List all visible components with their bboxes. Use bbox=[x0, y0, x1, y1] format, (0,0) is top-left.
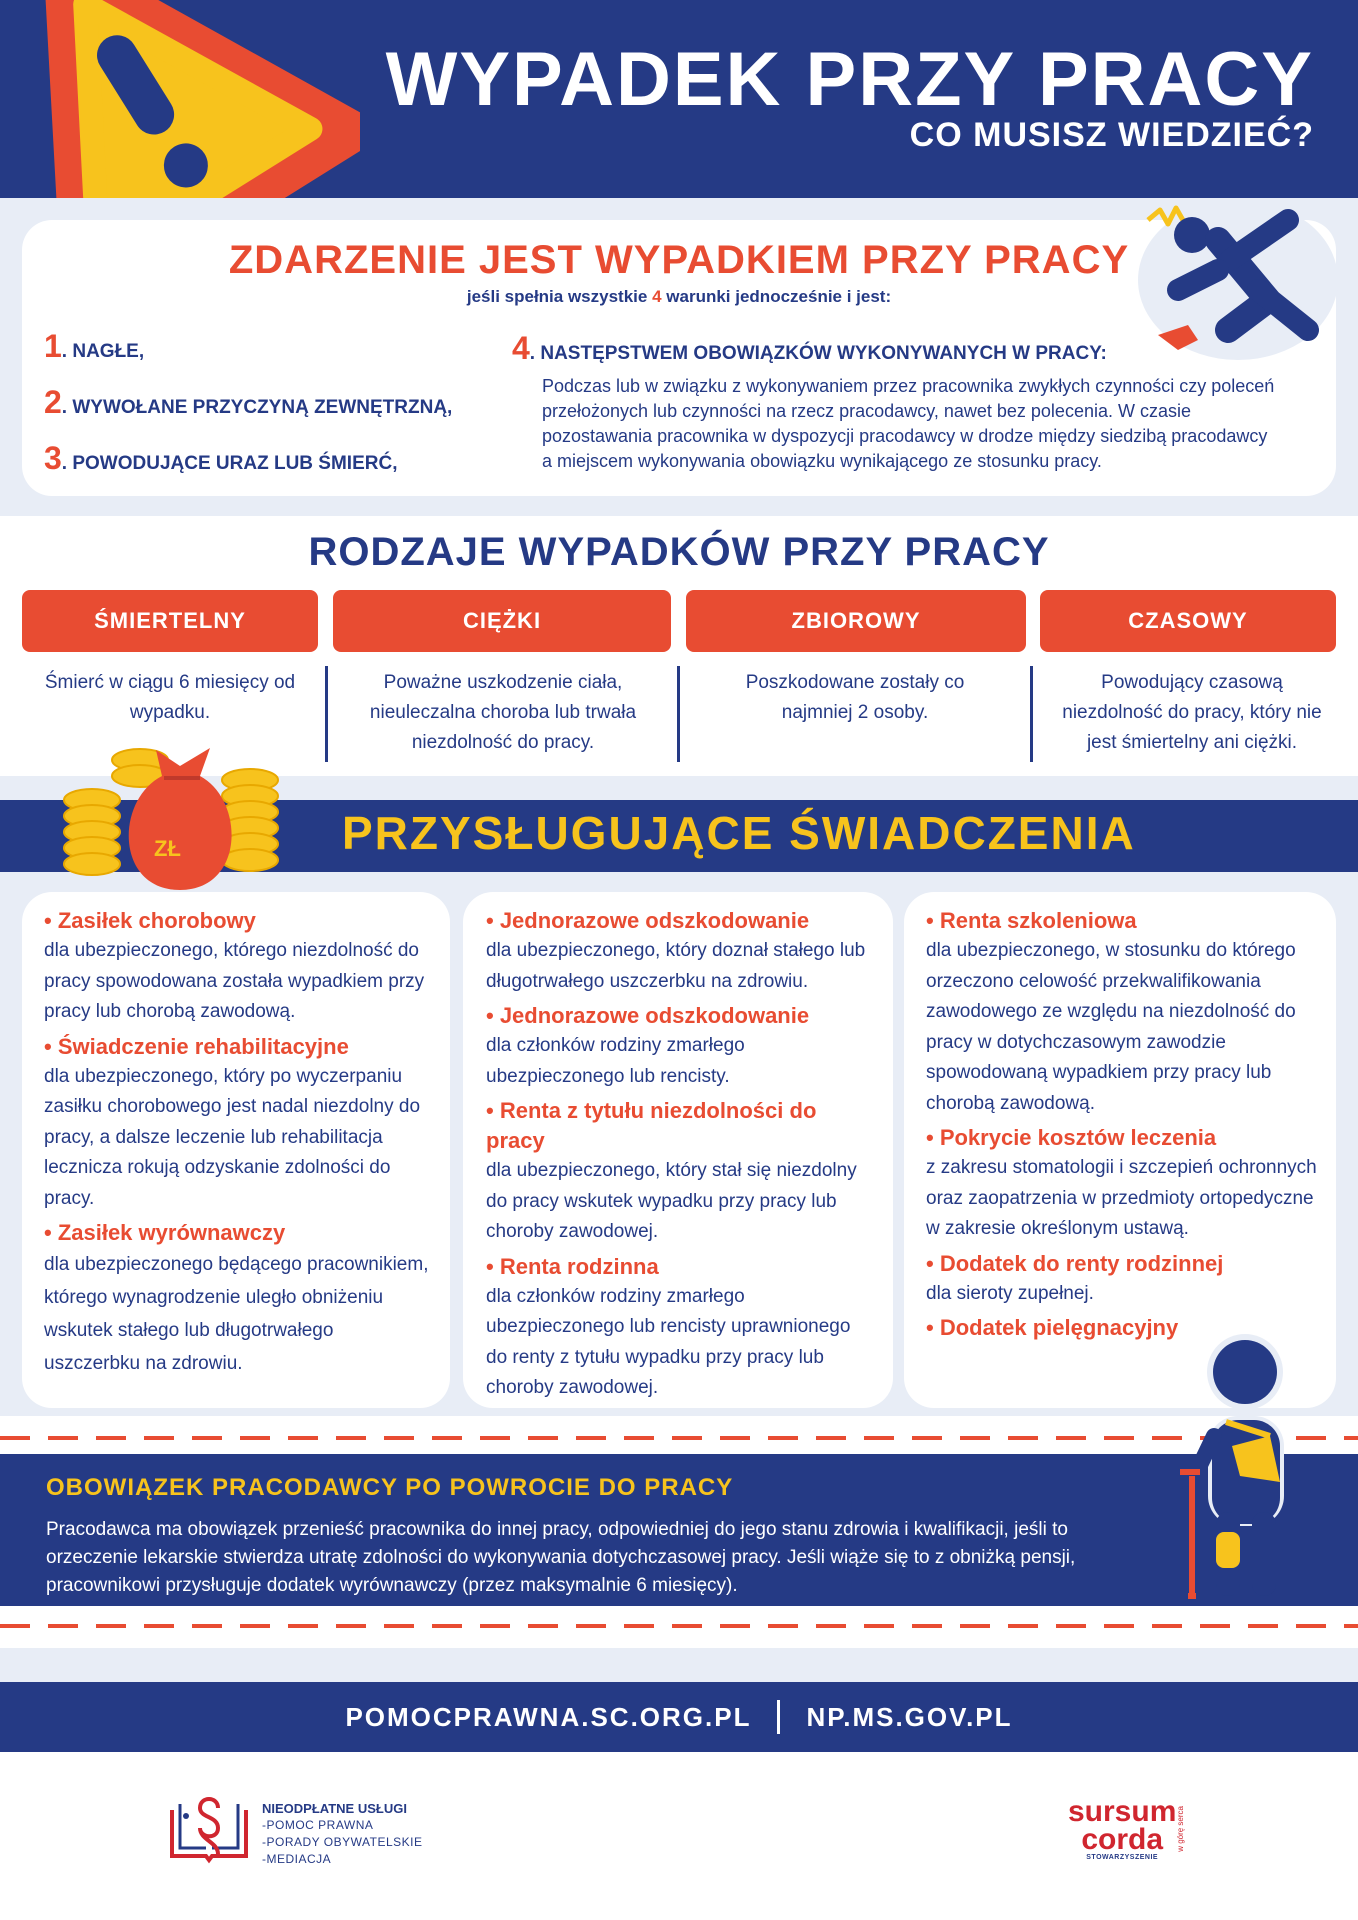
divider bbox=[677, 666, 680, 762]
money-label: ZŁ bbox=[154, 836, 181, 861]
benefit-title: • Dodatek pielęgnacyjny bbox=[926, 1315, 1179, 1340]
benefit-text: dla członków rodziny zmarłego ubezpieczonego lub rencisty uprawnionego do renty z tytułu wypadku przy pracy lub choroby zawodowej. bbox=[486, 1285, 851, 1398]
nu-line: -PORADY OBYWATELSKIE bbox=[262, 1835, 423, 1849]
types-title: RODZAJE WYPADKÓW PRZY PRACY bbox=[308, 530, 1050, 574]
divider bbox=[1030, 666, 1033, 762]
condition-label: . POWODUJĄCE URAZ LUB ŚMIERĆ, bbox=[61, 453, 398, 474]
paragraph-book-logo-icon bbox=[166, 1794, 252, 1864]
definition-subtitle-before: jeśli spełnia wszystkie bbox=[466, 287, 648, 306]
type-desc-temporary: Powodujący czasową niezdolność do pracy, który nie jest śmiertelny ani ciężki. bbox=[1062, 672, 1322, 753]
type-badge-temporary: CZASOWY bbox=[1040, 590, 1336, 652]
money-bag-icon bbox=[60, 740, 290, 900]
benefit-title: • Zasiłek wyrównawczy bbox=[44, 1220, 286, 1245]
type-desc-fatal: Śmierć w ciągu 6 miesięcy od wypadku. bbox=[44, 672, 296, 723]
benefits-title: PRZYSŁUGUJĄCE ŚWIADCZENIA bbox=[342, 807, 1136, 859]
nu-title: NIEODPŁATNE USŁUGI bbox=[262, 1801, 407, 1816]
condition-3 bbox=[44, 440, 397, 477]
type-desc-collective: Poszkodowane zostały co najmniej 2 osoby. bbox=[745, 672, 965, 723]
benefit-title: • Jednorazowe odszkodowanie bbox=[486, 908, 810, 933]
benefit-title: • Zasiłek chorobowy bbox=[44, 908, 256, 933]
condition-number: 2 bbox=[44, 384, 62, 420]
benefit-title: • Renta rodzinna bbox=[486, 1253, 659, 1279]
benefit-title: • Jednorazowe odszkodowanie bbox=[486, 1003, 810, 1028]
benefit-title: • Renta szkoleniowa bbox=[926, 908, 1137, 933]
employer-text: Pracodawca ma obowiązek przenieść pracownika do innej pracy, odpowiedniej do jego stanu zdrowia i kwalifikacji, jeśli to orzeczenie lekarskie stwierdza utratę zdolności do wykonywania dotychczasowej pracy. Jeśli wiąże się to z obniżką pensji, pracownikowi przysługuje dodatek wyrównawczy (przez maksymalnie 6 miesięcy). bbox=[46, 1519, 1076, 1596]
benefits-column-2 bbox=[486, 906, 876, 1408]
sc-tagline: w górę serca bbox=[1176, 1806, 1185, 1852]
divider bbox=[325, 666, 328, 762]
condition-number: 1 bbox=[44, 328, 62, 364]
benefit-title: • Dodatek do renty rodzinnej bbox=[926, 1250, 1224, 1276]
condition-number: 4 bbox=[512, 330, 530, 366]
benefit-text: dla członków rodziny zmarłego ubezpieczonego lub rencisty. bbox=[486, 1035, 745, 1087]
condition-4 bbox=[512, 330, 1107, 367]
page-subtitle: CO MUSISZ WIEDZIEĆ? bbox=[909, 116, 1314, 154]
condition-4-text: Podczas lub w związku z wykonywaniem przez pracownika zwykłych czynności czy poleceń przełożonych lub czynności na rzecz pracodawcy, nawet bez polecenia. W czasie pozostawania pracownika w dyspozycji pracodawcy w drodze między siedzibą pracodawcy a miejscem wykonywania obowiązku wynikającego ze stosunku pracy. bbox=[542, 376, 1275, 471]
benefit-title: • Renta z tytułu niezdolności do pracy bbox=[486, 1098, 817, 1153]
definition-subtitle-number: 4 bbox=[652, 287, 662, 306]
falling-person-icon bbox=[1118, 180, 1348, 370]
sc-logo-line: sursum bbox=[1068, 1795, 1177, 1828]
definition-subtitle-after: warunki jednocześnie i jest: bbox=[666, 287, 892, 306]
nu-line: -MEDIACJA bbox=[262, 1852, 332, 1866]
type-desc-serious: Poważne uszkodzenie ciała, nieuleczalna choroba lub trwała niezdolność do pracy. bbox=[369, 672, 637, 753]
sc-logo-line: corda bbox=[1081, 1823, 1164, 1856]
condition-label: . NASTĘPSTWEM OBOWIĄZKÓW WYKONYWANYCH W PRACY: bbox=[529, 343, 1107, 364]
benefit-text: dla ubezpieczonego, który doznał stałego lub długotrwałego uszczerbku na zdrowiu. bbox=[486, 940, 866, 992]
link-separator bbox=[777, 1700, 780, 1734]
links-bar bbox=[0, 1682, 1358, 1752]
condition-1 bbox=[44, 328, 144, 365]
dashed-divider bbox=[0, 1624, 1358, 1628]
benefit-text: dla ubezpieczonego, który po wyczerpaniu zasiłku chorobowego jest nadal niezdolny do pracy, a dalsze leczenie lub rehabilitacja lecznicza rokują odzyskanie zdolności do pracy. bbox=[44, 1065, 421, 1209]
nieodplatne-uslugi-logo bbox=[262, 1800, 422, 1868]
type-badge-serious: CIĘŻKI bbox=[333, 590, 671, 652]
benefit-text: dla ubezpieczonego, którego niezdolność do pracy spowodowana została wypadkiem przy pracy lub chorobą zawodową. bbox=[44, 940, 425, 1022]
link-pomocprawna[interactable]: POMOCPRAWNA.SC.ORG.PL bbox=[345, 1701, 752, 1732]
condition-2 bbox=[44, 384, 452, 421]
benefit-text: dla sieroty zupełnej. bbox=[926, 1282, 1094, 1304]
link-np-ms-gov[interactable]: NP.MS.GOV.PL bbox=[806, 1701, 1013, 1732]
benefits-column-3 bbox=[926, 906, 1318, 1343]
benefit-title: • Pokrycie kosztów leczenia bbox=[926, 1125, 1217, 1150]
sc-logo-line: STOWARZYSZENIE bbox=[1086, 1854, 1159, 1861]
employer-title: OBOWIĄZEK PRACODAWCY PO POWROCIE DO PRACY bbox=[46, 1474, 734, 1501]
condition-label: . NAGŁE, bbox=[61, 341, 145, 362]
condition-number: 3 bbox=[44, 440, 62, 476]
nu-line: -POMOC PRAWNA bbox=[262, 1818, 374, 1832]
type-badge-collective: ZBIOROWY bbox=[686, 590, 1026, 652]
condition-label: . WYWOŁANE PRZYCZYNĄ ZEWNĘTRZNĄ, bbox=[61, 397, 453, 418]
benefit-text: dla ubezpieczonego, który stał się niezdolny do pracy wskutek wypadku przy pracy lub choroby zawodowej. bbox=[486, 1160, 857, 1242]
benefit-text: dla ubezpieczonego będącego pracownikiem, którego wynagrodzenie uległo obniżeniu wskutek stałego lub długotrwałego uszczerbku na zdrowiu. bbox=[44, 1254, 429, 1374]
benefit-text: dla ubezpieczonego, w stosunku do którego orzeczono celowość przekwalifikowania zawodowego ze względu na niezdolność do pracy w dotychczasowym zawodzie spowodowaną wypadkiem przy pracy lub chorobą zawodową. bbox=[926, 940, 1296, 1114]
definition-title: ZDARZENIE JEST WYPADKIEM PRZY PRACY bbox=[228, 238, 1130, 282]
type-badge-fatal: ŚMIERTELNY bbox=[22, 590, 318, 652]
injured-worker-icon bbox=[1170, 1326, 1320, 1606]
benefit-title: • Świadczenie rehabilitacyjne bbox=[44, 1033, 349, 1059]
benefits-column-1 bbox=[44, 906, 430, 1384]
page-title: WYPADEK PRZY PRACY bbox=[385, 37, 1314, 122]
dashed-divider bbox=[0, 1436, 1358, 1440]
benefit-text: z zakresu stomatologii i szczepień ochronnych oraz zaopatrzenia w przedmioty ortopedyczne w zakresie określonym ustawą. bbox=[926, 1157, 1317, 1239]
sursum-corda-logo bbox=[1068, 1795, 1177, 1861]
